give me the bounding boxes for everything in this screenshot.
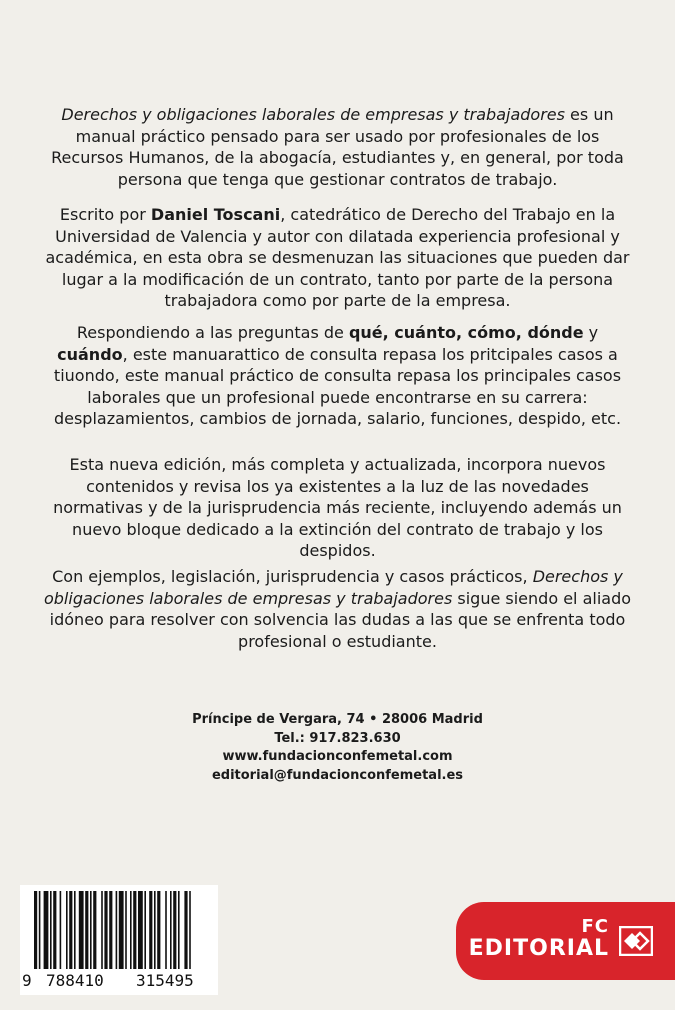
- phone: Tel.: 917.823.630: [274, 730, 401, 746]
- intro-paragraph: [40, 104, 635, 190]
- closing-title-italic: Derechos y obligaciones laborales de empresas y trabajadores: [43, 567, 623, 608]
- logo-editorial: EDITORIAL: [468, 936, 609, 961]
- barcode-bars-icon: [20, 885, 218, 975]
- closing-text: sigue siendo el aliado idóneo para resolver con solvencia las dudas a las que se enfrenta todo profesional o estudiante.: [49, 588, 632, 651]
- publisher-logo: [456, 902, 675, 980]
- intro-text: es un manual práctico pensado para ser usado por profesionales de los Recursos Humanos, de la abogacía, estudiantes y, en general, por toda persona que tenga que gestionar contratos de trabajo.: [51, 105, 624, 189]
- questions-text: , este manuarattico de consulta repasa los pritcipales casos a tiuondo, este manual práctico de consulta repasa los principales casos laborales que un profesional puede encontrarse en su carrera: desplazamientos, cambios de jornada, salario, funciones, despido, etc.: [53, 344, 622, 428]
- closing-prefix: Con ejemplos, legislación, jurisprudencia y casos prácticos,: [52, 567, 533, 586]
- fc-emblem-icon: [619, 926, 653, 956]
- questions-prefix: Respondiendo a las preguntas de: [76, 323, 349, 342]
- logo-fc: FC: [581, 916, 609, 937]
- publisher-contact: [130, 711, 545, 785]
- closing-paragraph: [40, 566, 635, 652]
- isbn-barcode: [20, 885, 218, 995]
- questions-bold-1: qué, cuánto, cómo, dónde: [348, 323, 584, 342]
- author-prefix: Escrito por: [59, 205, 151, 224]
- author-description: , catedrático de Derecho del Trabajo en la Universidad de Valencia y autor con dilatada experiencia profesional y académica, en esta obra se desmenuzan las situaciones que pueden dar lugar a la modificación de un contrato, tanto por parte de la persona trabajadora como por parte de la empresa.: [45, 205, 630, 310]
- address: Príncipe de Vergara, 74 • 28006 Madrid: [192, 712, 483, 727]
- edition-text: Esta nueva edición, más completa y actualizada, incorpora nuevos contenidos y revisa los ya existentes a la luz de las novedades normativas y de la jurisprudencia más reciente, incluyendo además un nuevo bloque dedicado a la extinción del contrato de trabajo y los despidos.: [53, 455, 622, 560]
- author-name: Daniel Toscani: [150, 205, 281, 224]
- isbn-first-digit: 9: [22, 971, 32, 990]
- author-paragraph: [40, 204, 635, 312]
- questions-connector: y: [583, 323, 599, 342]
- questions-bold-2: cuándo: [57, 344, 123, 364]
- questions-paragraph: [40, 322, 635, 430]
- website: www.fundacionconfemetal.com: [222, 749, 453, 764]
- isbn-group-1: 788410: [46, 971, 104, 990]
- email: editorial@fundacionconfemetal.es: [211, 767, 464, 783]
- edition-paragraph: [40, 454, 635, 562]
- book-title-italic: Derechos y obligaciones laborales de empresas y trabajadores: [61, 105, 565, 124]
- isbn-group-2: 315495: [136, 971, 194, 990]
